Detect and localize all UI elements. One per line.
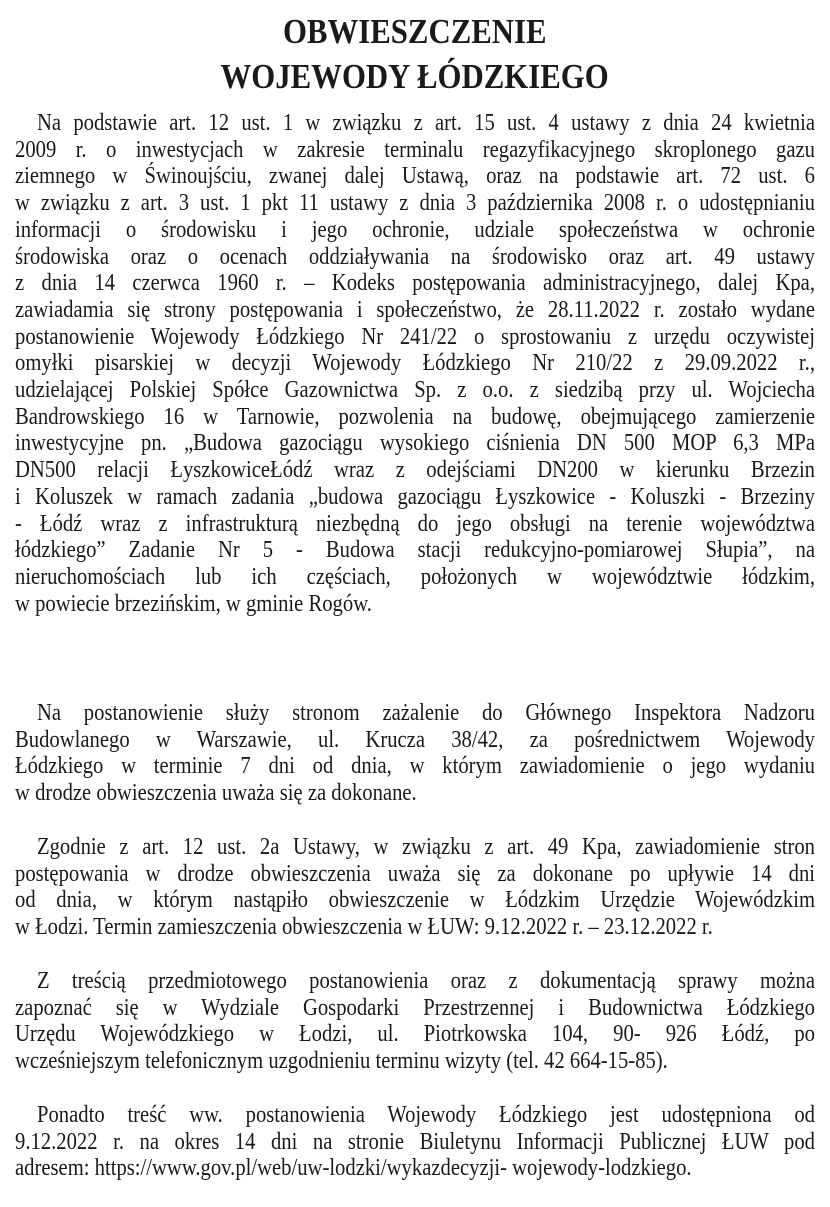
notice-title	[0, 10, 830, 54]
paragraph-line: Bandrowskiego 16 w Tarnowie, pozwolenia na budowę, obejmującego zamierzenie	[15, 403, 816, 430]
paragraph-line: wcześniejszym telefonicznym uzgodnieniu terminu wizyty (tel. 42 664-15-85).	[15, 1048, 668, 1075]
paragraph-line: - Łódź wraz z infrastrukturą niezbędną do jego obsługi na terenie województwa	[15, 510, 816, 537]
paragraph-line: Zgodnie z art. 12 ust. 2a Ustawy, w związku z art. 49 Kpa, zawiadomienie stron	[37, 834, 816, 860]
paragraph-line: w drodze obwieszczenia uważa się za dokonane.	[15, 780, 417, 807]
paragraph-line: adresem: https://www.gov.pl/web/uw-lodzki/wykazdecyzji- wojewody-lodzkiego.	[15, 1155, 692, 1182]
paragraph-line: środowiska oraz o ocenach oddziaływania na środowisko oraz art. 49 ustawy	[15, 243, 816, 270]
paragraph-line: łódzkiego” Zadanie Nr 5 - Budowa stacji redukcyjno-pomiarowej Słupia”, na	[15, 537, 816, 564]
paragraph-line: w Łodzi. Termin zamieszczenia obwieszczenia w ŁUW: 9.12.2022 r. – 23.12.2022 r.	[15, 914, 713, 941]
paragraph-line: Z treścią przedmiotowego postanowienia oraz z dokumentacją sprawy można	[37, 968, 816, 994]
paragraph-line: w powiecie brzezińskim, w gminie Rogów.	[15, 590, 372, 617]
paragraph-line: Na postanowienie służy stronom zażalenie do Głównego Inspektora Nadzoru	[37, 700, 816, 726]
paragraph-line: Urzędu Wojewódzkiego w Łodzi, ul. Piotrkowska 104, 90- 926 Łódź, po	[15, 1021, 816, 1048]
paragraph-line: postępowania w drodze obwieszczenia uważa się za dokonane po upływie 14 dni	[15, 860, 816, 887]
notice-title-line-2: WOJEWODY ŁÓDZKIEGO	[220, 57, 610, 96]
paragraph-line: inwestycyjne pn. „Budowa gazociągu wysokiego ciśnienia DN 500 MOP 6,3 MPa	[15, 430, 816, 457]
paragraph-line: Łódzkiego w terminie 7 dni od dnia, w którym zawiadomienie o jego wydaniu	[15, 753, 816, 780]
paragraph-line: od dnia, w którym nastąpiło obwieszczenie w Łódzkim Urzędzie Wojewódzkim	[15, 887, 816, 914]
paragraph-line: w związku z art. 3 ust. 1 pkt 11 ustawy z dnia 3 października 2008 r. o udostępnianiu	[15, 190, 816, 217]
paragraph-line: zawiadamia się strony postępowania i społeczeństwo, że 28.11.2022 r. zostało wydane	[15, 296, 816, 323]
notice-title-line-1: OBWIESZCZENIE	[283, 12, 547, 51]
paragraph-line: Na podstawie art. 12 ust. 1 w związku z art. 15 ust. 4 ustawy z dnia 24 kwietnia	[37, 110, 816, 136]
paragraph-line: zapoznać się w Wydziale Gospodarki Przestrzennej i Budownictwa Łódzkiego	[15, 994, 816, 1021]
notice-subtitle	[0, 55, 830, 99]
paragraph-line: i Koluszek w ramach zadania „budowa gazociągu Łyszkowice - Koluszki - Brzeziny	[15, 483, 816, 510]
paragraph-line: Ponadto treść ww. postanowienia Wojewody Łódzkiego jest udostępniona od	[37, 1102, 816, 1128]
paragraph-line: 9.12.2022 r. na okres 14 dni na stronie Biuletynu Informacji Publicznej ŁUW pod	[15, 1128, 816, 1155]
paragraph-line: udzielającej Polskiej Spółce Gazownictwa Sp. z o.o. z siedzibą przy ul. Wojciecha	[15, 377, 816, 403]
paragraph-line: informacji o środowisku i jego ochronie, udziale społeczeństwa w ochronie	[15, 216, 816, 243]
paragraph-line: DN500 relacji ŁyszkowiceŁódź wraz z odejściami DN200 w kierunku Brzezin	[15, 457, 816, 484]
paragraph-line: omyłki pisarskiej w decyzji Wojewody Łódzkiego Nr 210/22 z 29.09.2022 r.,	[15, 350, 816, 377]
paragraph-line: z dnia 14 czerwca 1960 r. – Kodeks postępowania administracyjnego, dalej Kpa,	[15, 270, 816, 297]
paragraph-line: 2009 r. o inwestycjach w zakresie terminalu regazyfikacyjnego skroplonego gazu	[15, 136, 816, 163]
paragraph-line: Budowlanego w Warszawie, ul. Krucza 38/42, za pośrednictwem Wojewody	[15, 726, 816, 753]
paragraph-line: nieruchomościach lub ich częściach, położonych w województwie łódzkim,	[15, 563, 816, 590]
paragraph-line: ziemnego w Świnoujściu, zwanej dalej Ustawą, oraz na podstawie art. 72 ust. 6	[15, 163, 816, 190]
paragraph-line: postanowienie Wojewody Łódzkiego Nr 241/22 o sprostowaniu z urzędu oczywistej	[15, 323, 816, 350]
